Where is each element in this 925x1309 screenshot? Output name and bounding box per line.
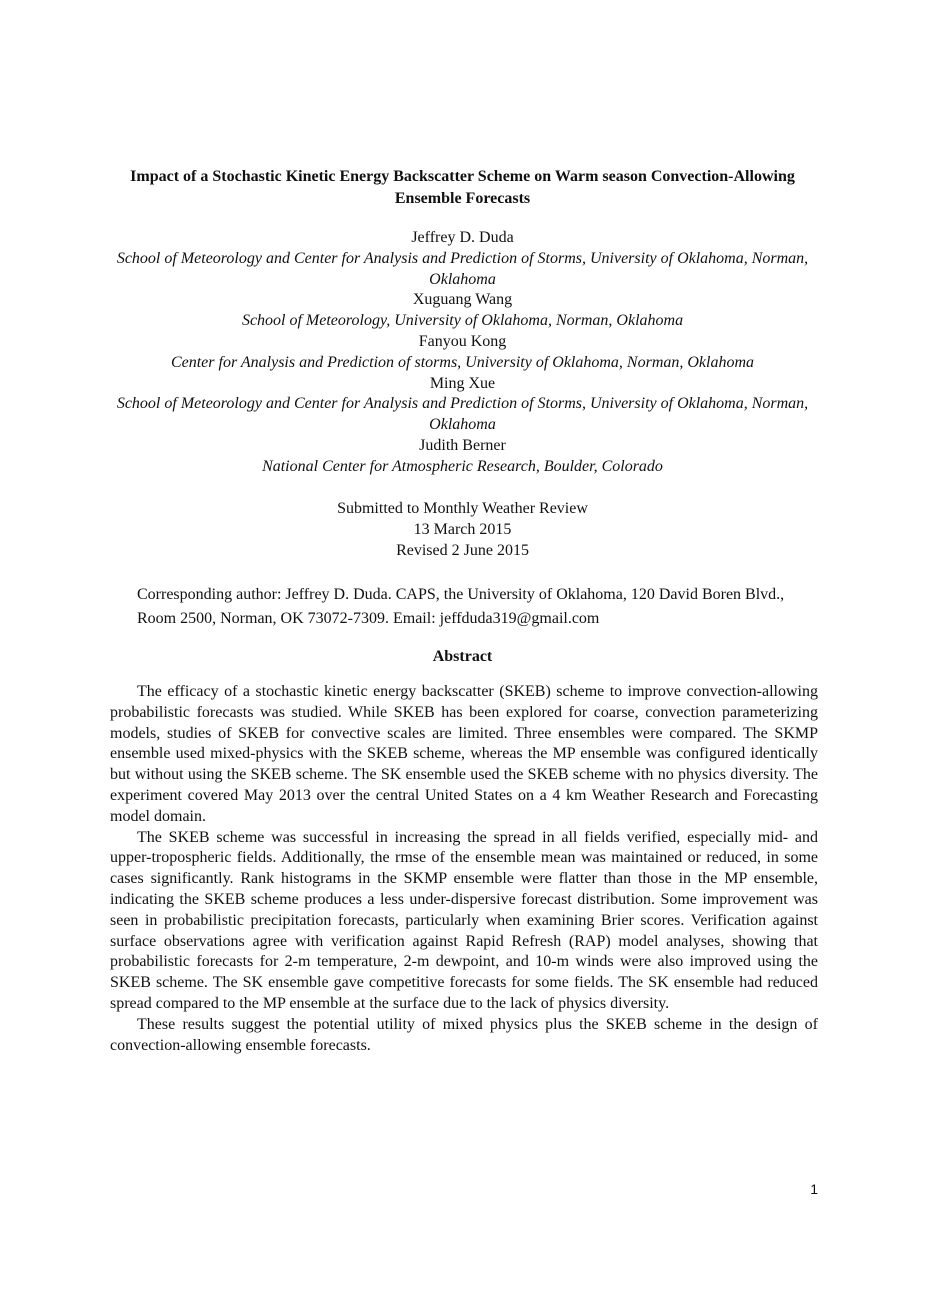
author-name: Judith Berner xyxy=(419,436,506,454)
author-affiliation: School of Meteorology, University of Oklahoma, Norman, Oklahoma xyxy=(241,312,684,330)
author-name: Jeffrey D. Duda xyxy=(411,229,514,246)
author-affiliation: National Center for Atmospheric Research, Boulder, Colorado xyxy=(262,457,663,475)
author-affiliation: School of Meteorology and Center for Analysis and Prediction of Storms, University of Oklahoma, Norman, Oklahoma xyxy=(116,395,809,434)
page-number: 1 xyxy=(810,1181,818,1197)
abstract-paragraph: The SKEB scheme was successful in increasing the spread in all fields verified, especially mid- and upper-tropospheric fields. Additionally, the rmse of the ensemble mean was maintained or reduced, in some cases significantly. Rank histograms in the SKMP ensemble were flatter than those in the MP ensemble, indicating the SKEB scheme produces a less under-dispersive forecast distribution. Some improvement was seen in probabilistic precipitation forecasts, particularly when examining Brier scores. Verification against surface observations agree with verification against Rapid Refresh (RAP) model analyses, showing that probabilistic forecasts for 2-m temperature, 2-m dewpoint, and 10-m winds were also improved using the SKEB scheme. The SK ensemble gave competitive forecasts for some fields. The SK ensemble had reduced spread compared to the MP ensemble at the surface due to the lack of physics diversity. xyxy=(110,828,818,1012)
author-affiliation: School of Meteorology and Center for Analysis and Prediction of Storms, University of Oklahoma, Norman, Oklahoma xyxy=(116,249,809,288)
revised-date: Revised 2 June 2015 xyxy=(396,541,529,559)
journal-line: Submitted to Monthly Weather Review xyxy=(337,500,588,517)
abstract-body xyxy=(110,682,818,1056)
submitted-date: 13 March 2015 xyxy=(413,520,512,538)
abstract-paragraph: These results suggest the potential utility of mixed physics plus the SKEB scheme in the design of convection-allowing ensemble forecasts. xyxy=(110,1015,818,1054)
author-name: Xuguang Wang xyxy=(412,291,513,309)
paper-title: Impact of a Stochastic Kinetic Energy Backscatter Scheme on Warm season Convection-Allowing Ensemble Forecasts xyxy=(130,168,795,207)
author-affiliation: Center for Analysis and Prediction of storms, University of Oklahoma, Norman, Oklahoma xyxy=(170,353,755,371)
author-list xyxy=(100,228,825,478)
submission-info xyxy=(100,499,825,561)
abstract-heading: Abstract xyxy=(432,648,493,665)
abstract-paragraph: The efficacy of a stochastic kinetic energy backscatter (SKEB) scheme to improve convection-allowing probabilistic forecasts was studied. While SKEB has been explored for coarse, convection parameterizing models, studies of SKEB for convective scales are limited. Three ensembles were compared. The SKMP ensemble used mixed-physics with the SKEB scheme, whereas the MP ensemble was configured identically but without using the SKEB scheme. The SK ensemble used the SKEB scheme with no physics diversity. The experiment covered May 2013 over the central United States on a 4 km Weather Research and Forecasting model domain. xyxy=(110,683,818,825)
corresponding-author: Corresponding author: Jeffrey D. Duda. CAPS, the University of Oklahoma, 120 David Boren Blvd., Room 2500, Norman, OK 73072-7309. Email: jeffduda319@gmail.com xyxy=(137,586,785,627)
author-name: Fanyou Kong xyxy=(418,332,507,350)
author-name: Ming Xue xyxy=(429,374,496,392)
